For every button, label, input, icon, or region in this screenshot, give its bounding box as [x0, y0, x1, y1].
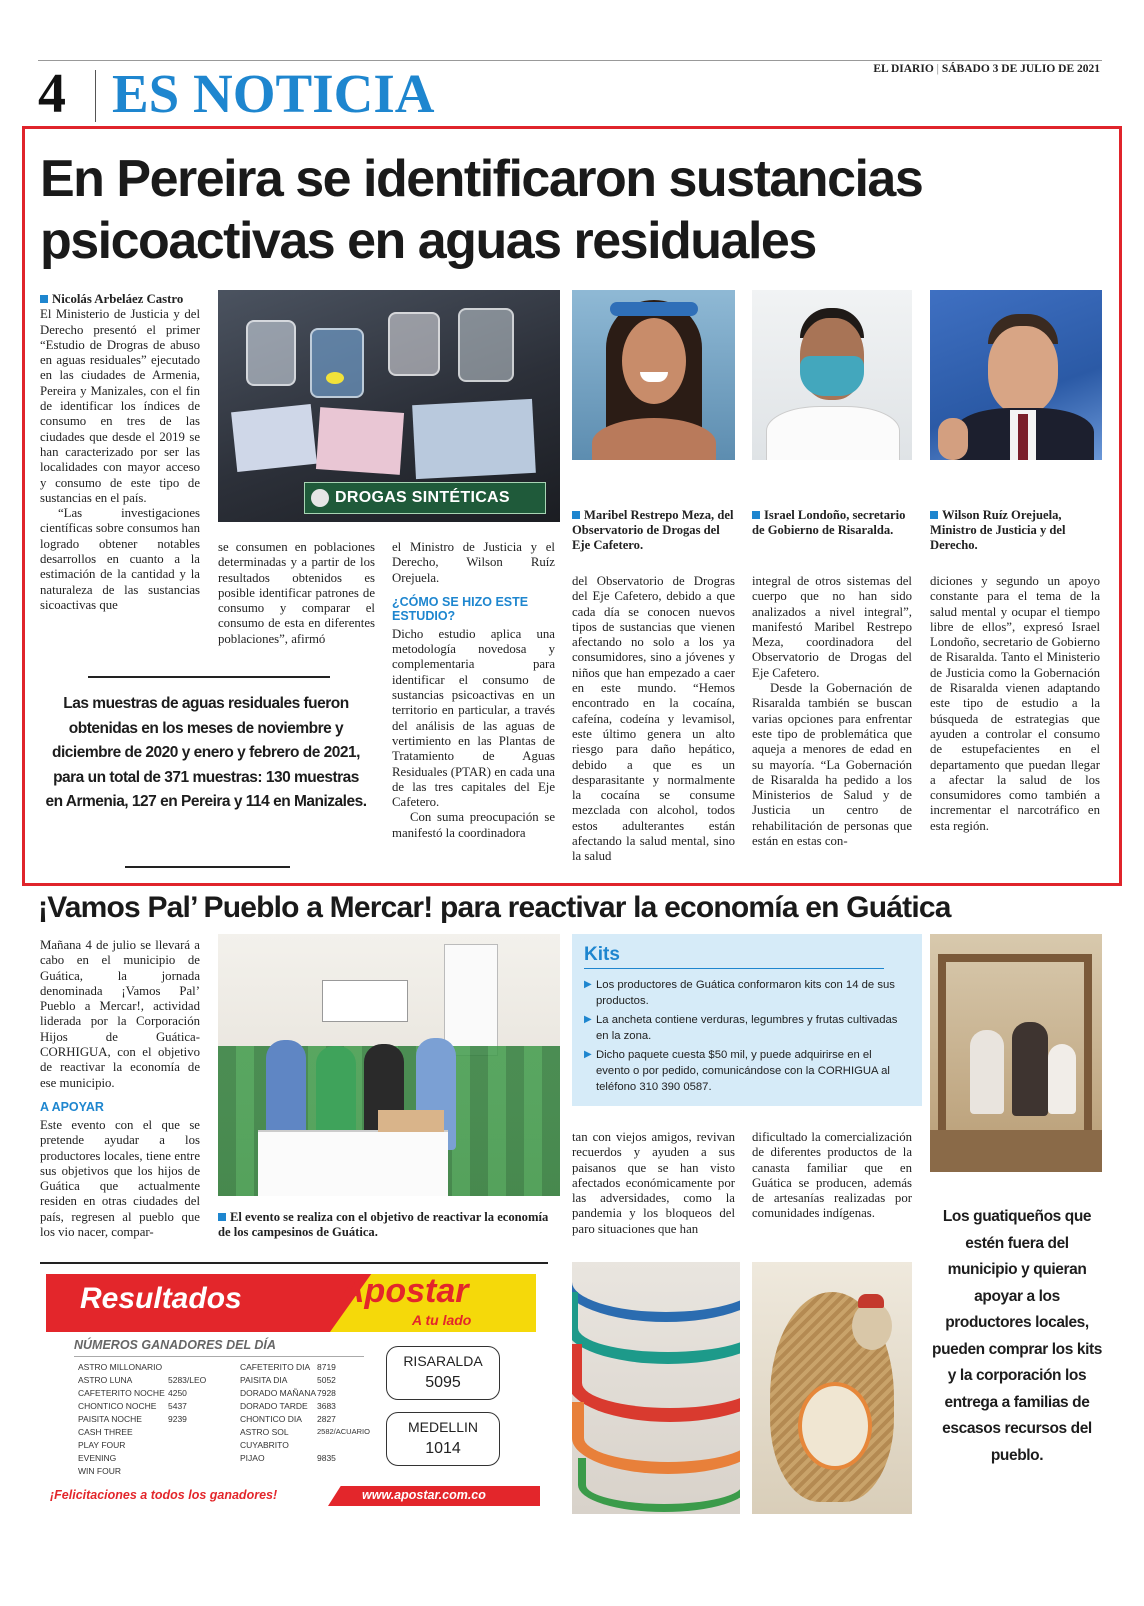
kits-item	[584, 977, 908, 1009]
paragraph: Desde la Gobernación de Risaralda también se buscan varias opciones para enfrentar este tipo de problemática que aqueja a menores de edad en su mayoría. “La Gobernación de Risaralda ha pedido a los Ministerios de Salud y de Justicia un centro de rehabilitación de personas que están en estas con-	[752, 681, 912, 849]
brand-tagline: A tu lado	[412, 1312, 472, 1328]
bullet-square-icon	[752, 511, 760, 519]
masthead-info	[873, 63, 1100, 75]
pullquote-rule-bottom	[125, 866, 290, 868]
apostar-ad	[40, 1262, 548, 1516]
game-name: CAFETERITO NOCHE	[78, 1388, 165, 1398]
face-mask-shape	[800, 356, 864, 396]
game-name: PAISITA NOCHE	[78, 1414, 142, 1424]
article1-column-3	[392, 540, 555, 874]
kits-item-text: La ancheta contiene verduras, legumbres y frutas cultivadas en la zona.	[596, 1014, 898, 1042]
photo-wilson-ruiz	[930, 290, 1102, 460]
subheading: ¿CÓMO SE HIZO ESTE ESTUDIO?	[392, 594, 529, 623]
result-row	[78, 1453, 116, 1463]
game-name: PLAY FOUR	[78, 1440, 126, 1450]
brand-logo: Apostar	[340, 1272, 469, 1310]
bullet-triangle-icon: ▶	[584, 1049, 592, 1060]
kits-item-text: Los productores de Guática conformaron kits con 14 de sus productos.	[596, 979, 895, 1007]
paragraph: Este evento con el que se pretende ayudar a los productores locales, tiene entre sus objetivos que los hijos de Guática que actualmente residen en otras ciudades del país, regresen al pueblo que los vio nacer, compar-	[40, 1117, 200, 1240]
game-name: CUYABRITO	[240, 1440, 289, 1450]
base-shape	[930, 1130, 1102, 1172]
paper-name: EL DIARIO	[873, 63, 934, 75]
bullet-square-icon	[218, 1213, 226, 1221]
figure-shape	[1012, 1022, 1048, 1116]
jar-shape	[246, 320, 296, 386]
result-row	[240, 1414, 336, 1424]
result-box-risaralda	[386, 1346, 500, 1400]
photo-maribel-restrepo	[572, 290, 735, 460]
game-name: EVENING	[78, 1453, 117, 1463]
article2-column-2	[572, 1130, 735, 1254]
paragraph: Mañana 4 de julio se llevará a cabo en el municipio de Guática, la jornada denominada ¡Vamos Pal’ Pueblo a Mercar!, actividad liderada por la Corporación Hijos de Guática-CORHIGUA, con el objetivo de reactivar la economía de ese municipio.	[40, 938, 200, 1090]
paragraph: “Las investigaciones científicas sobre consumos han logrado obtener notables desarrollos en cuanto a la estimación de la cantidad y la naturaleza de las sustancias sicoactivas que	[40, 506, 200, 612]
box-number: 5095	[425, 1374, 461, 1391]
result-box-medellin	[386, 1412, 500, 1466]
game-name: PAISITA DIA	[240, 1375, 288, 1385]
result-row	[78, 1388, 187, 1398]
kits-item	[584, 1012, 908, 1044]
caption-text: Israel Londoño, secretario de Gobierno de Risaralda.	[752, 508, 906, 537]
rooster-comb-shape	[858, 1294, 884, 1308]
pullquote-rule-top	[88, 676, 330, 678]
subheading: A APOYAR	[40, 1099, 104, 1114]
sign-shape	[322, 980, 408, 1022]
caption-wilson	[930, 508, 1102, 553]
result-row	[240, 1401, 336, 1411]
paragraph: dificultado la comercialización de diferentes productos de la canasta familiar que en Guática se producen, además de artesanías realizadas por comunidades indígenas.	[752, 1130, 912, 1221]
table-shape	[258, 1130, 448, 1196]
jar-shape	[388, 312, 440, 376]
paragraph: del Observatorio de Drogras del Eje Cafetero, debido a que cada día se conocen nuevos tipos de sustancias que vienen afectando no solo a los ya consumidores, sino a jóvenes y niños que han empezado a caer en este mundo. “Hemos encontrado en la cocaína, cafeína, codeína y levamisol, este último genera un alto riesgo para daño hepático, debido a que es un desparasitante y normalmente la cocaína se consume mezclada con alcohol, todos estos adulterantes están afectando la salud mental, sino la salud	[572, 574, 735, 864]
box-name: RISARALDA	[403, 1353, 483, 1369]
kits-box	[572, 934, 922, 1106]
game-number: 5283/LEO	[168, 1375, 207, 1385]
kits-title: Kits	[584, 944, 884, 969]
result-row	[78, 1414, 187, 1424]
article1-headline	[40, 148, 1104, 272]
paragraph: el Ministro de Justicia y el Derecho, Wilson Ruíz Orejuela.	[392, 540, 555, 585]
game-name: CHONTICO DIA	[240, 1414, 302, 1424]
packet-shape	[231, 404, 317, 472]
headline-line-1: En Pereira se identificaron sustancias	[40, 150, 923, 208]
banner-shape	[444, 944, 498, 1056]
shirt-shape	[766, 406, 900, 460]
paragraph: integral de otros sistemas del cuerpo que no han sido analizados a nivel integral”, manifestó Maribel Restrepo Meza, coordinadora del Observatorio de Drogas del Eje Cafetero.	[752, 574, 912, 680]
result-row	[78, 1440, 125, 1450]
article1-column-5	[752, 574, 912, 874]
game-number: 4250	[168, 1388, 187, 1398]
box-name: MEDELLIN	[407, 1419, 479, 1435]
byline	[40, 292, 200, 307]
bullet-square-icon	[572, 511, 580, 519]
ad-footer-message: ¡Felicitaciones a todos los ganadores!	[50, 1488, 278, 1502]
paragraph: se consumen en poblaciones determinadas y a partir de los resultados obtenidos es posible identificar patrones de consumo y comparar el consumo de esta en diferentes poblaciones”, afirmó	[218, 540, 375, 646]
page-number: 4	[38, 63, 66, 125]
bullet-triangle-icon: ▶	[584, 979, 592, 990]
article2-pullquote: Los guatiqueños que estén fuera del municipio y quieran apoyar a los productores locales, pueden comprar los kits y la corporación los entrega a familias de escasos recursos del pueblo.	[932, 1208, 1102, 1464]
rooster-head-shape	[852, 1302, 892, 1350]
face-shape	[988, 326, 1058, 414]
result-row	[240, 1375, 336, 1385]
pill-shape	[326, 372, 344, 384]
game-number: 5052	[317, 1375, 336, 1385]
masthead-separator: |	[936, 63, 939, 75]
game-name: PIJAO	[240, 1453, 265, 1463]
caption-text: Maribel Restrepo Meza, del Observatorio de Drogas del Eje Cafetero.	[572, 508, 734, 552]
bullet-square-icon	[40, 295, 48, 303]
figure-shape	[970, 1030, 1004, 1114]
issue-date: SÁBADO 3 DE JULIO DE 2021	[941, 63, 1100, 75]
photo-label: DROGAS SINTÉTICAS	[335, 489, 510, 506]
caption-market	[218, 1210, 560, 1240]
ad-title: Resultados	[80, 1282, 242, 1315]
game-number: 2582/ACUARIO	[317, 1427, 370, 1436]
result-row	[78, 1362, 162, 1372]
game-name: DORADO TARDE	[240, 1401, 308, 1411]
result-row	[240, 1453, 336, 1463]
result-row	[78, 1427, 133, 1437]
game-number: 7928	[317, 1388, 336, 1398]
photo-synthetic-drugs	[218, 290, 560, 522]
paragraph: El Ministerio de Justicia y del Derecho presentó el primer “Estudio de Drogras de abuso en aguas residuales” ejecutado en las ciudades de Armenia, Pereira y Manizales, con el fin de identificar los índices de consumo en tres de las ciudades que desde el 2019 se han caracterizado por ser las localidades con mayor acceso y consumo de este tipo de sustancias en el país.	[40, 307, 200, 505]
kits-list	[584, 977, 908, 1095]
photo-straw-rooster-craft	[752, 1262, 912, 1514]
article1-column-2	[218, 540, 375, 664]
byline-author: Nicolás Arbeláez Castro	[52, 292, 184, 306]
result-row	[240, 1427, 370, 1437]
game-number: 3683	[317, 1401, 336, 1411]
caption-text: Wilson Ruíz Orejuela, Ministro de Justicia y del Derecho.	[930, 508, 1066, 552]
bullet-triangle-icon: ▶	[584, 1014, 592, 1025]
eggs-shape	[378, 1110, 444, 1132]
paragraph: Con suma preocupación se manifestó la coordinadora	[392, 810, 555, 840]
bullet-square-icon	[930, 511, 938, 519]
article1-column-6	[930, 574, 1100, 874]
jar-shape	[310, 328, 364, 398]
hand-shape	[938, 418, 968, 460]
kits-item	[584, 1047, 908, 1095]
face-shape	[622, 318, 686, 404]
game-number: 5437	[168, 1401, 187, 1411]
headband-shape	[610, 302, 698, 316]
packet-shape	[412, 399, 536, 479]
photo-beaded-necklaces	[572, 1262, 740, 1514]
photo-label-banner	[304, 482, 546, 514]
article1-column-1	[40, 292, 200, 664]
wing-shape	[798, 1382, 872, 1470]
game-number: 9835	[317, 1453, 336, 1463]
article1-column-4	[572, 574, 735, 874]
photo-israel-londono	[752, 290, 912, 460]
paragraph: Dicho estudio aplica una metodología novedosa y complementaria para identificar el consumo de sustancias psicoactivas en un territorio en particular, a través del análisis de las aguas de vertimiento en las Plantas de Tratamiento de Aguas Residuales (PTAR) en cada una de las tres capitales del Eje Cafetero.	[392, 626, 555, 810]
section-title: ES NOTICIA	[112, 63, 435, 124]
game-name: ASTRO SOL	[240, 1427, 289, 1437]
tie-shape	[1018, 414, 1028, 460]
game-name: CAFETERITO DIA	[240, 1362, 311, 1372]
result-row	[78, 1375, 207, 1385]
ad-subtitle: NÚMEROS GANADORES DEL DÍA	[74, 1338, 276, 1352]
game-number: 9239	[168, 1414, 187, 1424]
result-row	[78, 1466, 121, 1476]
article2-column-1	[40, 938, 200, 1254]
result-row	[78, 1401, 187, 1411]
packet-shape	[316, 407, 404, 475]
header-rule	[38, 60, 1102, 61]
photo-handicraft-nativity	[930, 934, 1102, 1172]
game-name: ASTRO LUNA	[78, 1375, 133, 1385]
photo-market-event	[218, 934, 560, 1196]
result-row	[240, 1362, 336, 1372]
kits-item-text: Dicho paquete cuesta $50 mil, y puede adquirirse en el evento o por pedido, comunicándose con la CORHIGUA al teléfono 310 390 0587.	[596, 1049, 890, 1093]
box-number: 1014	[425, 1440, 461, 1457]
game-name: DORADO MAÑANA	[240, 1388, 317, 1398]
header-divider	[95, 70, 96, 122]
figure-shape	[1048, 1044, 1076, 1114]
jar-shape	[458, 308, 514, 382]
game-number: 8719	[317, 1362, 336, 1372]
ad-subtitle-rule	[74, 1356, 364, 1357]
ad-website-link[interactable]: www.apostar.com.co	[362, 1488, 486, 1502]
logo-icon	[311, 489, 329, 507]
article2-headline: ¡Vamos Pal’ Pueblo a Mercar! para reactivar la economía en Guática	[38, 891, 951, 924]
article2-column-3	[752, 1130, 912, 1254]
paragraph: tan con viejos amigos, revivan recuerdos y ayuden a sus paisanos que se han visto afectados económicamente por las adversidades, como la pandemia y los bloqueos del paro situaciones que han	[572, 1130, 735, 1236]
shoulders-shape	[592, 418, 716, 460]
result-row	[240, 1440, 289, 1450]
caption-israel	[752, 508, 912, 538]
article1-pullquote: Las muestras de aguas residuales fueron obtenidas en los meses de noviembre y diciembre de 2020 y enero y febrero de 2021, para un total de 371 muestras: 130 muestras en Armenia, 127 en Pereira y 114 en Manizales.	[45, 695, 367, 810]
caption-text: El evento se realiza con el objetivo de reactivar la economía de los campesinos de Guática.	[218, 1210, 549, 1239]
game-name: CHONTICO NOCHE	[78, 1401, 157, 1411]
game-name: WIN FOUR	[78, 1466, 121, 1476]
game-name: CASH THREE	[78, 1427, 133, 1437]
headline-line-2: psicoactivas en aguas residuales	[40, 212, 816, 270]
caption-maribel	[572, 508, 735, 553]
paragraph: diciones y segundo un apoyo constante para el tema de la salud mental y ocupar el tiempo libre de ellos”, expresó Israel Londoño, secretario de Gobierno de Risaralda. Tanto el Ministerio de Justicia como la Gobernación de Risaralda vienen adaptando este tipo de estudio a la búsqueda de estrategias que ayuden a controlar el consumo de estupefacientes en el departamento que puedan llegar a afectar la salud de los consumidores como también a incrementar el narcotráfico en esta región.	[930, 574, 1100, 833]
game-name: ASTRO MILLONARIO	[78, 1362, 163, 1372]
result-row	[240, 1388, 336, 1398]
necklace-shape	[578, 1458, 740, 1512]
game-number: 2827	[317, 1414, 336, 1424]
